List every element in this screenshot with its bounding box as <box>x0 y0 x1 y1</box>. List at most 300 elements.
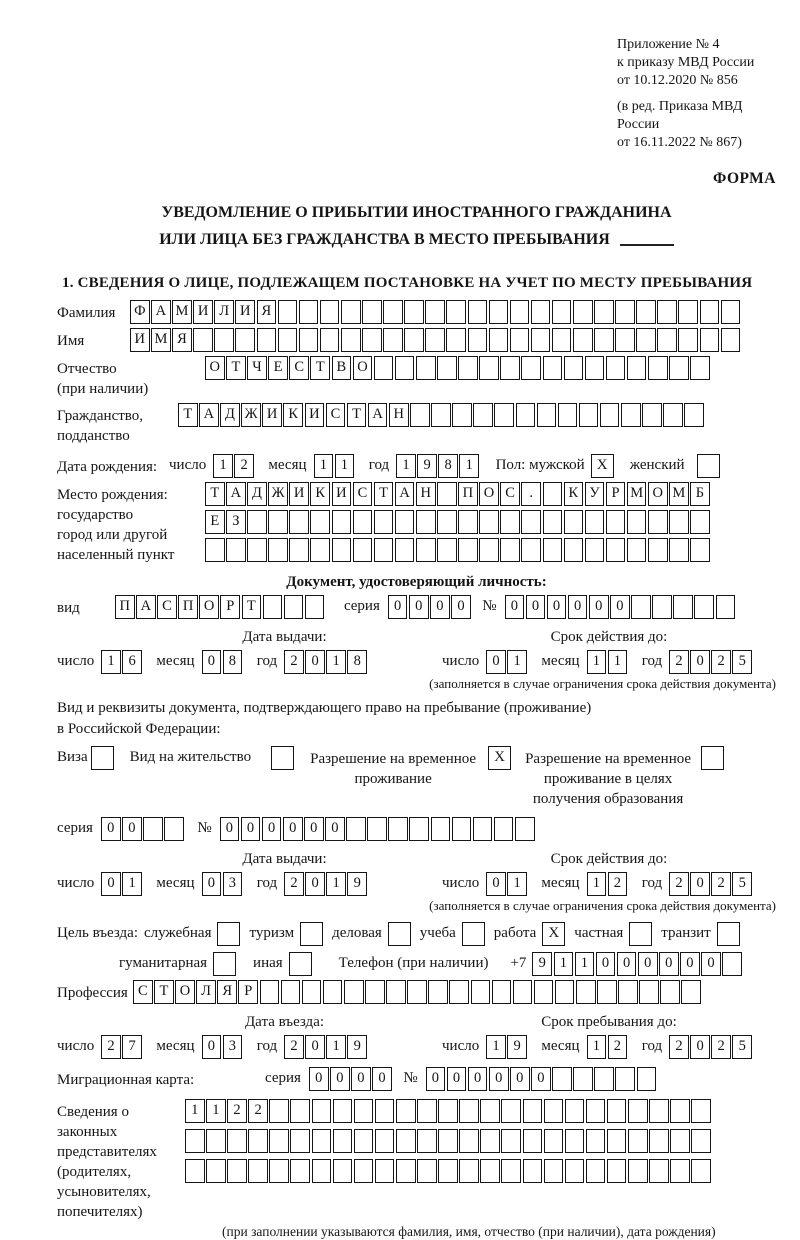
char-box[interactable] <box>552 300 572 324</box>
char-box[interactable]: 0 <box>220 817 240 841</box>
char-box[interactable] <box>332 538 352 562</box>
char-box[interactable]: З <box>226 510 246 534</box>
purpose-tourism-checkbox[interactable] <box>300 922 323 946</box>
char-box[interactable] <box>694 595 714 619</box>
char-box[interactable] <box>375 1129 395 1153</box>
char-box[interactable]: С <box>326 403 346 427</box>
char-box[interactable]: 0 <box>202 872 222 896</box>
char-box[interactable] <box>320 328 340 352</box>
char-box[interactable] <box>690 510 710 534</box>
char-box[interactable] <box>564 356 584 380</box>
char-box[interactable] <box>268 538 288 562</box>
char-box[interactable] <box>615 300 635 324</box>
char-box[interactable] <box>649 1129 669 1153</box>
char-box[interactable] <box>312 1129 332 1153</box>
char-box[interactable]: 2 <box>284 1035 304 1059</box>
char-box[interactable] <box>354 1129 374 1153</box>
char-box[interactable]: 0 <box>596 952 616 976</box>
char-box[interactable] <box>521 510 541 534</box>
char-box[interactable]: 6 <box>122 650 142 674</box>
char-box[interactable]: П <box>115 595 135 619</box>
char-box[interactable] <box>501 1099 521 1123</box>
char-box[interactable]: 0 <box>486 872 506 896</box>
char-box[interactable]: Н <box>389 403 409 427</box>
char-box[interactable]: О <box>353 356 373 380</box>
char-box[interactable]: И <box>262 403 282 427</box>
char-box[interactable]: К <box>310 482 330 506</box>
char-box[interactable]: 2 <box>711 650 731 674</box>
char-box[interactable]: 0 <box>468 1067 488 1091</box>
char-box[interactable] <box>691 1099 711 1123</box>
char-box[interactable]: 0 <box>659 952 679 976</box>
char-box[interactable] <box>516 403 536 427</box>
char-box[interactable]: 8 <box>347 650 367 674</box>
char-box[interactable] <box>573 1067 593 1091</box>
char-box[interactable] <box>523 1129 543 1153</box>
char-box[interactable] <box>615 1067 635 1091</box>
char-box[interactable] <box>691 1129 711 1153</box>
char-box[interactable] <box>523 1099 543 1123</box>
char-box[interactable]: 1 <box>587 1035 607 1059</box>
char-box[interactable]: 1 <box>608 650 628 674</box>
char-box[interactable]: А <box>368 403 388 427</box>
char-box[interactable]: 1 <box>122 872 142 896</box>
char-box[interactable] <box>510 300 530 324</box>
char-box[interactable] <box>543 356 563 380</box>
char-box[interactable]: Ч <box>247 356 267 380</box>
char-box[interactable]: И <box>130 328 150 352</box>
char-box[interactable] <box>721 328 741 352</box>
char-box[interactable]: 0 <box>202 650 222 674</box>
char-box[interactable]: Т <box>310 356 330 380</box>
char-box[interactable] <box>628 1129 648 1153</box>
char-box[interactable] <box>449 980 469 1004</box>
char-box[interactable] <box>660 980 680 1004</box>
char-box[interactable] <box>362 300 382 324</box>
char-box[interactable] <box>257 328 277 352</box>
char-box[interactable] <box>269 1099 289 1123</box>
char-box[interactable] <box>438 1099 458 1123</box>
char-box[interactable]: 1 <box>314 454 334 478</box>
char-box[interactable] <box>489 328 509 352</box>
char-box[interactable] <box>564 510 584 534</box>
char-box[interactable] <box>678 300 698 324</box>
char-box[interactable]: И <box>235 300 255 324</box>
char-box[interactable] <box>248 1129 268 1153</box>
char-box[interactable] <box>648 356 668 380</box>
purpose-work-checkbox[interactable]: X <box>542 922 565 946</box>
char-box[interactable] <box>226 538 246 562</box>
char-box[interactable]: Л <box>214 300 234 324</box>
char-box[interactable] <box>395 538 415 562</box>
char-box[interactable]: Т <box>178 403 198 427</box>
char-box[interactable] <box>621 403 641 427</box>
char-box[interactable]: 0 <box>610 595 630 619</box>
char-box[interactable] <box>459 1099 479 1123</box>
char-box[interactable]: О <box>479 482 499 506</box>
char-box[interactable]: 0 <box>589 595 609 619</box>
char-box[interactable] <box>500 510 520 534</box>
char-box[interactable] <box>652 595 672 619</box>
char-box[interactable] <box>606 538 626 562</box>
char-box[interactable] <box>681 980 701 1004</box>
char-box[interactable]: 0 <box>690 650 710 674</box>
char-box[interactable] <box>206 1129 226 1153</box>
char-box[interactable] <box>510 328 530 352</box>
char-box[interactable]: А <box>395 482 415 506</box>
char-box[interactable] <box>594 328 614 352</box>
residence-permit-checkbox[interactable] <box>271 746 294 770</box>
char-box[interactable] <box>669 538 689 562</box>
purpose-private-checkbox[interactable] <box>629 922 652 946</box>
char-box[interactable] <box>534 980 554 1004</box>
char-box[interactable] <box>375 1099 395 1123</box>
char-box[interactable] <box>396 1129 416 1153</box>
char-box[interactable]: 1 <box>575 952 595 976</box>
char-box[interactable]: А <box>136 595 156 619</box>
char-box[interactable] <box>437 356 457 380</box>
char-box[interactable]: 0 <box>305 872 325 896</box>
char-box[interactable] <box>480 1099 500 1123</box>
char-box[interactable]: 2 <box>711 872 731 896</box>
char-box[interactable] <box>521 356 541 380</box>
char-box[interactable]: 0 <box>505 595 525 619</box>
char-box[interactable]: 8 <box>438 454 458 478</box>
char-box[interactable]: Т <box>205 482 225 506</box>
char-box[interactable]: 0 <box>241 817 261 841</box>
char-box[interactable] <box>606 510 626 534</box>
char-box[interactable] <box>416 510 436 534</box>
char-box[interactable]: 0 <box>388 595 408 619</box>
char-box[interactable] <box>437 510 457 534</box>
char-box[interactable] <box>543 538 563 562</box>
purpose-business-checkbox[interactable] <box>388 922 411 946</box>
char-box[interactable] <box>367 817 387 841</box>
char-box[interactable]: 1 <box>335 454 355 478</box>
char-box[interactable] <box>637 1067 657 1091</box>
char-box[interactable] <box>607 1129 627 1153</box>
char-box[interactable] <box>722 952 742 976</box>
char-box[interactable]: 9 <box>507 1035 527 1059</box>
char-box[interactable]: 0 <box>122 817 142 841</box>
char-box[interactable] <box>431 403 451 427</box>
char-box[interactable] <box>289 510 309 534</box>
char-box[interactable] <box>585 510 605 534</box>
char-box[interactable] <box>573 328 593 352</box>
char-box[interactable] <box>585 538 605 562</box>
char-box[interactable]: 0 <box>304 817 324 841</box>
char-box[interactable]: 1 <box>326 650 346 674</box>
char-box[interactable]: 0 <box>325 817 345 841</box>
char-box[interactable] <box>458 356 478 380</box>
char-box[interactable] <box>143 817 163 841</box>
char-box[interactable] <box>290 1099 310 1123</box>
char-box[interactable]: 2 <box>101 1035 121 1059</box>
char-box[interactable]: 0 <box>526 595 546 619</box>
char-box[interactable] <box>310 510 330 534</box>
char-box[interactable] <box>247 510 267 534</box>
char-box[interactable]: М <box>151 328 171 352</box>
char-box[interactable]: П <box>178 595 198 619</box>
char-box[interactable] <box>346 817 366 841</box>
sex-male-checkbox[interactable]: X <box>591 454 614 478</box>
char-box[interactable] <box>670 1129 690 1153</box>
char-box[interactable] <box>437 482 457 506</box>
char-box[interactable]: 2 <box>669 1035 689 1059</box>
char-box[interactable]: Я <box>172 328 192 352</box>
char-box[interactable]: 1 <box>507 872 527 896</box>
char-box[interactable] <box>586 1129 606 1153</box>
char-box[interactable] <box>416 538 436 562</box>
char-box[interactable]: Т <box>242 595 262 619</box>
char-box[interactable] <box>552 1067 572 1091</box>
char-box[interactable] <box>615 328 635 352</box>
char-box[interactable]: О <box>648 482 668 506</box>
char-box[interactable]: С <box>133 980 153 1004</box>
char-box[interactable]: 9 <box>417 454 437 478</box>
purpose-official-checkbox[interactable] <box>217 922 240 946</box>
char-box[interactable] <box>480 1129 500 1153</box>
char-box[interactable]: 0 <box>680 952 700 976</box>
char-box[interactable]: 0 <box>617 952 637 976</box>
char-box[interactable] <box>284 595 304 619</box>
char-box[interactable] <box>341 300 361 324</box>
char-box[interactable]: 2 <box>711 1035 731 1059</box>
char-box[interactable]: 0 <box>101 817 121 841</box>
char-box[interactable] <box>353 538 373 562</box>
char-box[interactable]: Н <box>416 482 436 506</box>
char-box[interactable]: 1 <box>101 650 121 674</box>
char-box[interactable]: С <box>353 482 373 506</box>
char-box[interactable] <box>164 817 184 841</box>
char-box[interactable]: 0 <box>101 872 121 896</box>
char-box[interactable] <box>374 538 394 562</box>
char-box[interactable] <box>642 403 662 427</box>
char-box[interactable] <box>670 1099 690 1123</box>
char-box[interactable]: 0 <box>409 595 429 619</box>
char-box[interactable] <box>555 980 575 1004</box>
char-box[interactable]: 1 <box>213 454 233 478</box>
char-box[interactable] <box>290 1129 310 1153</box>
char-box[interactable]: 0 <box>447 1067 467 1091</box>
char-box[interactable] <box>500 538 520 562</box>
char-box[interactable] <box>597 980 617 1004</box>
sex-female-checkbox[interactable] <box>697 454 720 478</box>
char-box[interactable]: Д <box>220 403 240 427</box>
char-box[interactable]: 0 <box>426 1067 446 1091</box>
char-box[interactable] <box>333 1099 353 1123</box>
edu-permit-checkbox[interactable] <box>701 746 724 770</box>
char-box[interactable] <box>594 300 614 324</box>
char-box[interactable]: Ф <box>130 300 150 324</box>
purpose-other-checkbox[interactable] <box>289 952 312 976</box>
char-box[interactable] <box>618 980 638 1004</box>
char-box[interactable] <box>684 403 704 427</box>
char-box[interactable] <box>452 817 472 841</box>
char-box[interactable] <box>628 1099 648 1123</box>
char-box[interactable]: 5 <box>732 650 752 674</box>
char-box[interactable] <box>446 300 466 324</box>
char-box[interactable] <box>494 403 514 427</box>
char-box[interactable] <box>431 817 451 841</box>
char-box[interactable]: 0 <box>309 1067 329 1091</box>
char-box[interactable]: 0 <box>305 650 325 674</box>
char-box[interactable] <box>573 300 593 324</box>
char-box[interactable]: 9 <box>532 952 552 976</box>
char-box[interactable] <box>386 980 406 1004</box>
char-box[interactable] <box>537 403 557 427</box>
char-box[interactable]: А <box>151 300 171 324</box>
char-box[interactable] <box>586 1099 606 1123</box>
char-box[interactable] <box>716 595 736 619</box>
char-box[interactable] <box>606 356 626 380</box>
char-box[interactable] <box>323 980 343 1004</box>
char-box[interactable] <box>669 510 689 534</box>
char-box[interactable] <box>648 510 668 534</box>
char-box[interactable]: 1 <box>326 1035 346 1059</box>
char-box[interactable] <box>458 538 478 562</box>
char-box[interactable] <box>471 980 491 1004</box>
char-box[interactable] <box>260 980 280 1004</box>
char-box[interactable] <box>594 1067 614 1091</box>
char-box[interactable] <box>515 817 535 841</box>
char-box[interactable] <box>564 538 584 562</box>
char-box[interactable] <box>600 403 620 427</box>
char-box[interactable]: Е <box>268 356 288 380</box>
char-box[interactable]: 0 <box>568 595 588 619</box>
char-box[interactable] <box>404 328 424 352</box>
char-box[interactable] <box>531 300 551 324</box>
char-box[interactable]: О <box>205 356 225 380</box>
char-box[interactable]: 0 <box>489 1067 509 1091</box>
char-box[interactable] <box>521 538 541 562</box>
char-box[interactable] <box>354 1099 374 1123</box>
char-box[interactable] <box>437 538 457 562</box>
char-box[interactable] <box>627 356 647 380</box>
char-box[interactable] <box>438 1129 458 1153</box>
char-box[interactable] <box>690 356 710 380</box>
char-box[interactable]: 1 <box>587 650 607 674</box>
purpose-study-checkbox[interactable] <box>462 922 485 946</box>
char-box[interactable] <box>673 595 693 619</box>
char-box[interactable] <box>383 328 403 352</box>
char-box[interactable]: 5 <box>732 872 752 896</box>
char-box[interactable]: 2 <box>284 872 304 896</box>
char-box[interactable] <box>269 1129 289 1153</box>
char-box[interactable] <box>425 300 445 324</box>
char-box[interactable] <box>649 1099 669 1123</box>
char-box[interactable] <box>299 300 319 324</box>
char-box[interactable]: Д <box>247 482 267 506</box>
char-box[interactable] <box>636 328 656 352</box>
char-box[interactable] <box>235 328 255 352</box>
char-box[interactable]: Р <box>606 482 626 506</box>
char-box[interactable] <box>446 328 466 352</box>
char-box[interactable]: С <box>157 595 177 619</box>
char-box[interactable]: 2 <box>234 454 254 478</box>
char-box[interactable] <box>492 980 512 1004</box>
char-box[interactable]: 7 <box>122 1035 142 1059</box>
char-box[interactable] <box>205 538 225 562</box>
char-box[interactable] <box>513 980 533 1004</box>
char-box[interactable] <box>494 817 514 841</box>
char-box[interactable] <box>410 403 430 427</box>
char-box[interactable]: . <box>521 482 541 506</box>
char-box[interactable]: 0 <box>451 595 471 619</box>
char-box[interactable]: 2 <box>248 1099 268 1123</box>
char-box[interactable] <box>543 482 563 506</box>
char-box[interactable]: Ж <box>268 482 288 506</box>
char-box[interactable]: 3 <box>223 1035 243 1059</box>
char-box[interactable] <box>501 1129 521 1153</box>
char-box[interactable]: 3 <box>223 872 243 896</box>
char-box[interactable] <box>299 328 319 352</box>
char-box[interactable] <box>558 403 578 427</box>
char-box[interactable]: 2 <box>608 1035 628 1059</box>
char-box[interactable] <box>383 300 403 324</box>
char-box[interactable] <box>639 980 659 1004</box>
char-box[interactable] <box>247 538 267 562</box>
char-box[interactable] <box>657 300 677 324</box>
char-box[interactable] <box>489 300 509 324</box>
char-box[interactable] <box>565 1099 585 1123</box>
char-box[interactable] <box>281 980 301 1004</box>
char-box[interactable]: И <box>289 482 309 506</box>
char-box[interactable]: 0 <box>690 872 710 896</box>
char-box[interactable]: 0 <box>330 1067 350 1091</box>
char-box[interactable]: 0 <box>638 952 658 976</box>
char-box[interactable] <box>310 538 330 562</box>
char-box[interactable] <box>663 403 683 427</box>
char-box[interactable]: С <box>500 482 520 506</box>
char-box[interactable] <box>404 300 424 324</box>
char-box[interactable]: 0 <box>430 595 450 619</box>
char-box[interactable] <box>396 1099 416 1123</box>
char-box[interactable]: 8 <box>223 650 243 674</box>
char-box[interactable]: 0 <box>372 1067 392 1091</box>
purpose-transit-checkbox[interactable] <box>717 922 740 946</box>
char-box[interactable] <box>473 817 493 841</box>
char-box[interactable]: Б <box>690 482 710 506</box>
char-box[interactable]: И <box>193 300 213 324</box>
char-box[interactable]: М <box>669 482 689 506</box>
char-box[interactable] <box>585 356 605 380</box>
char-box[interactable] <box>479 510 499 534</box>
char-box[interactable] <box>458 510 478 534</box>
char-box[interactable] <box>700 328 720 352</box>
char-box[interactable]: 9 <box>347 1035 367 1059</box>
char-box[interactable] <box>500 356 520 380</box>
char-box[interactable]: Т <box>226 356 246 380</box>
char-box[interactable] <box>320 300 340 324</box>
char-box[interactable] <box>721 300 741 324</box>
char-box[interactable] <box>631 595 651 619</box>
char-box[interactable] <box>544 1099 564 1123</box>
char-box[interactable] <box>468 300 488 324</box>
char-box[interactable]: 0 <box>690 1035 710 1059</box>
char-box[interactable] <box>627 510 647 534</box>
char-box[interactable]: 1 <box>185 1099 205 1123</box>
char-box[interactable] <box>468 328 488 352</box>
char-box[interactable]: К <box>283 403 303 427</box>
char-box[interactable]: У <box>585 482 605 506</box>
char-box[interactable] <box>185 1129 205 1153</box>
char-box[interactable]: 1 <box>587 872 607 896</box>
char-box[interactable] <box>544 1129 564 1153</box>
char-box[interactable]: Ж <box>241 403 261 427</box>
char-box[interactable] <box>278 300 298 324</box>
char-box[interactable]: И <box>305 403 325 427</box>
